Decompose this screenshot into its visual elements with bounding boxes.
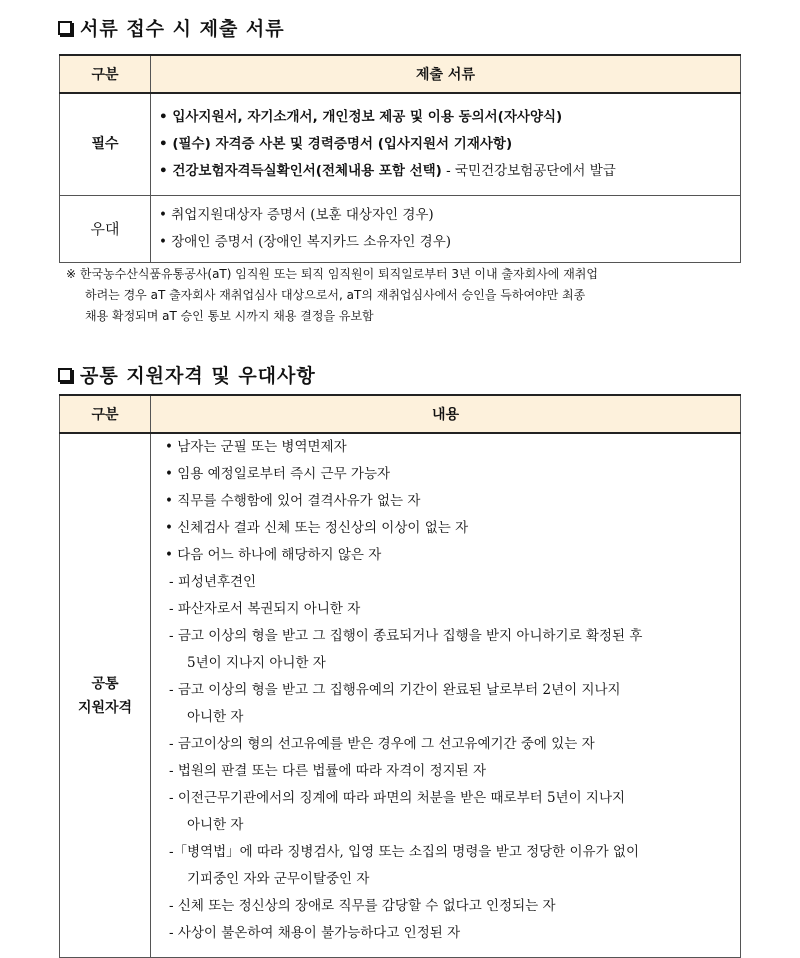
list-item: • 직무를 수행함에 있어 결격사유가 없는 자: [165, 493, 421, 509]
category-required: 필수: [60, 93, 151, 195]
section2-title-text: 공통 지원자격 및 우대사항: [80, 365, 316, 387]
list-item: • 취업지원대상자 증명서 (보훈 대상자인 경우): [159, 206, 434, 223]
checkbox-icon: [58, 368, 72, 382]
header-category: 구분: [60, 395, 151, 433]
list-item: -「병역법」에 따라 징병검사, 입영 또는 소집의 명령을 받고 정당한 이유가 없이: [169, 844, 639, 860]
header-content: 내용: [151, 395, 741, 433]
list-item: - 금고이상의 형의 선고유예를 받은 경우에 그 선고유예기간 중에 있는 자: [169, 736, 595, 752]
required-docs-cell: [151, 93, 741, 195]
list-item: - 금고 이상의 형을 받고 그 집행이 종료되거나 집행을 받지 아니하기로 확정된 후: [169, 628, 643, 644]
list-item: • 장애인 증명서 (장애인 복지카드 소유자인 경우): [159, 233, 452, 250]
list-item: • 남자는 군필 또는 병역면제자: [165, 439, 347, 455]
table-header-row: [60, 395, 741, 433]
section1-title-text: 서류 접수 시 제출 서류: [80, 18, 285, 40]
list-item: • 신체검사 결과 신체 또는 정신상의 이상이 없는 자: [165, 520, 469, 536]
list-item: [151, 158, 740, 185]
list-item-rest: - 국민건강보험공단에서 발급: [441, 162, 616, 179]
table-row: [60, 93, 741, 195]
list-item: - 파산자로서 복권되지 아니한 자: [169, 601, 361, 617]
list-item: - 이전근무기관에서의 징계에 따라 파면의 처분을 받은 때로부터 5년이 지나지: [169, 790, 626, 806]
list-item-continuation: 아니한 자: [187, 817, 244, 833]
list-item-continuation: 기피중인 자와 군무이탈중인 자: [187, 871, 370, 887]
note-line: 채용 확정되며 aT 승인 통보 시까지 채용 결정을 유보함: [85, 309, 374, 323]
category-line: 지원자격: [77, 699, 133, 716]
list-item: - 피성년후견인: [169, 574, 257, 590]
list-item-continuation: 아니한 자: [187, 709, 244, 725]
list-item: - 금고 이상의 형을 받고 그 집행유예의 기간이 완료된 날로부터 2년이 지나지: [169, 682, 621, 698]
list-item: - 신체 또는 정신상의 장애로 직무를 감당할 수 없다고 인정되는 자: [169, 898, 556, 914]
table-header-row: [60, 55, 741, 93]
list-item: - 법원의 판결 또는 다른 법률에 따라 자격이 정지된 자: [169, 763, 487, 779]
qualifications-table: [59, 394, 741, 958]
list-item-bold: • 건강보험자격득실확인서(전체내용 포함 선택): [159, 162, 442, 179]
section1-title: [58, 14, 285, 41]
category-common-qualification: [60, 433, 151, 958]
note-line: ※ 한국농수산식품유통공사(aT) 임직원 또는 퇴직 임직원이 퇴직일로부터 3년 이내 출자회사에 재취업: [66, 267, 598, 281]
header-docs: 제출 서류: [151, 55, 741, 93]
list-item-continuation: 5년이 지나지 아니한 자: [187, 655, 326, 671]
list-item: • (필수) 자격증 사본 및 경력증명서 (입사지원서 기재사항): [159, 135, 513, 152]
required-documents-table: [59, 54, 741, 263]
category-preferred: 우대: [60, 195, 151, 262]
re-employment-note: [66, 264, 756, 327]
header-category: 구분: [60, 55, 151, 93]
list-item: - 사상이 불온하여 채용이 불가능하다고 인정된 자: [169, 925, 461, 941]
qualification-content-cell: [151, 433, 741, 958]
list-item: • 다음 어느 하나에 해당하지 않은 자: [165, 547, 382, 563]
preferred-docs-cell: [151, 195, 741, 262]
checkbox-icon: [58, 21, 72, 35]
category-line: 공통: [91, 675, 119, 692]
note-line: 하려는 경우 aT 출자회사 재취업심사 대상으로서, aT의 재취업심사에서 승인을 득하여야만 최종: [85, 288, 586, 302]
list-item: • 입사지원서, 자기소개서, 개인정보 제공 및 이용 동의서(자사양식): [159, 108, 563, 125]
list-item: • 임용 예정일로부터 즉시 근무 가능자: [165, 466, 391, 482]
section2-title: [58, 361, 316, 388]
table-row: [60, 433, 741, 958]
table-row: [60, 195, 741, 262]
